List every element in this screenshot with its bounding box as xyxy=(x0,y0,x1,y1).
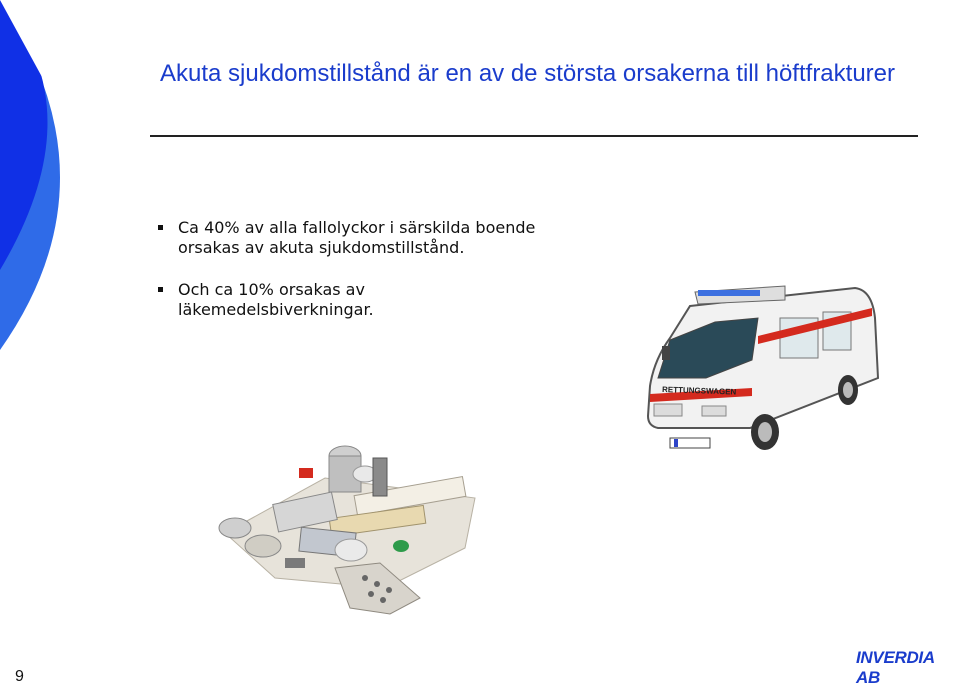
bullet-square-icon xyxy=(158,287,163,292)
title-divider xyxy=(150,135,918,137)
decorative-blue-arcs xyxy=(0,0,120,360)
company-logo: INVERDIA AB xyxy=(856,648,935,687)
bullet-item xyxy=(158,280,558,320)
medicine-pile-image xyxy=(205,438,485,618)
bullet-item xyxy=(158,218,558,258)
bullet-text: Ca 40% av alla fallolyckor i särskilda boende orsakas av akuta sjukdomstillstånd. xyxy=(178,218,536,257)
bullet-text: Och ca 10% orsakas av läkemedelsbiverkningar. xyxy=(178,280,374,319)
ambulance-label: RETTUNGSWAGEN xyxy=(661,385,737,397)
bullet-list xyxy=(158,218,558,342)
ambulance-image xyxy=(640,278,885,463)
page-number: 9 xyxy=(15,668,24,685)
slide-title: Akuta sjukdomstillstånd är en av de största orsakerna till höftfrakturer xyxy=(160,60,895,87)
bullet-square-icon xyxy=(158,225,163,230)
